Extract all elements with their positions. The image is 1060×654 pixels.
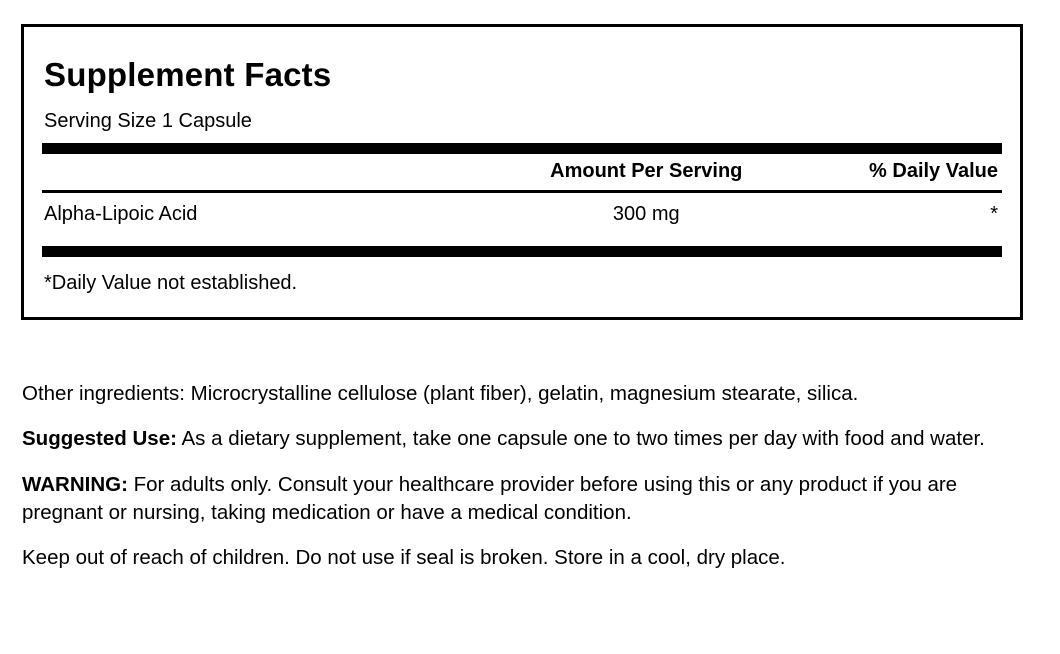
ingredient-amount: 300 mg: [612, 203, 680, 226]
table-header-row: [42, 154, 1002, 190]
suggested-use-label: Suggested Use:: [22, 427, 177, 451]
other-ingredients-paragraph: Other ingredients: Microcrystalline cellulose (plant fiber), gelatin, magnesium stearate, silica.: [22, 382, 859, 405]
serving-size: Serving Size 1 Capsule: [44, 110, 252, 133]
panel-title: Supplement Facts: [44, 56, 332, 93]
label-body-text: [22, 380, 1022, 572]
supplement-facts-panel: [21, 24, 1023, 320]
warning-paragraph: [22, 471, 1022, 528]
column-header-daily-value: % Daily Value: [869, 160, 998, 183]
warning-text: For adults only. Consult your healthcare provider before using this or any product if you are pregnant or nursing, taking medication or have a medical condition.: [22, 472, 958, 524]
suggested-use-paragraph: [22, 425, 1022, 453]
table-row: [42, 193, 1002, 236]
warning-label: WARNING:: [22, 472, 128, 496]
suggested-use-text: As a dietary supplement, take one capsule one to two times per day with food and water.: [176, 427, 985, 451]
daily-value-footnote: *Daily Value not established.: [44, 272, 298, 295]
ingredient-daily-value: *: [990, 203, 998, 226]
divider-thick-bottom: [42, 246, 1002, 257]
divider-thick-top: [42, 143, 1002, 154]
column-header-amount: Amount Per Serving: [550, 160, 743, 183]
ingredient-name: Alpha-Lipoic Acid: [44, 203, 198, 226]
keep-out-of-reach-paragraph: Keep out of reach of children. Do not use if seal is broken. Store in a cool, dry place.: [22, 546, 786, 570]
